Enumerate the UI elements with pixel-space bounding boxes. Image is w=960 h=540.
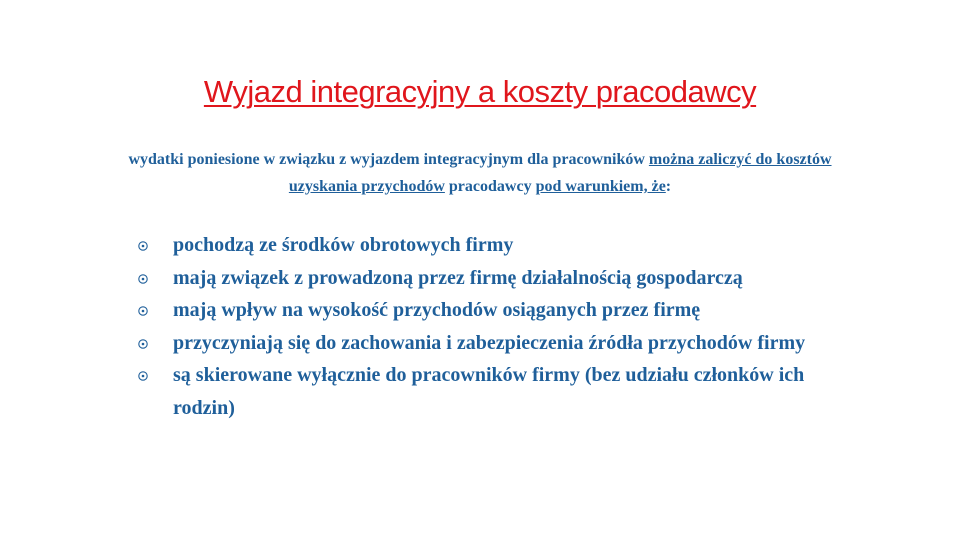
intro-text-3: :: [665, 178, 672, 195]
intro-text-1: wydatki poniesione w związku z wyjazdem integracyjnym dla pracowników: [128, 151, 649, 168]
list-item-text: mają wpływ na wysokość przychodów osiąganych przez firmę: [173, 299, 701, 321]
conditions-list: [138, 229, 838, 424]
bullet-dot-icon: [138, 274, 148, 284]
intro-underlined-1: można zaliczyć do kosztów uzyskania przychodów: [288, 151, 832, 195]
slide-title: Wyjazd integracyjny a koszty pracodawcy: [203, 74, 757, 109]
list-item: [138, 294, 838, 327]
bullet-dot-icon: [138, 306, 148, 316]
intro-text-2: pracodawcy: [444, 178, 536, 195]
list-item-text: mają związek z prowadzoną przez firmę działalnością gospodarczą: [173, 266, 743, 289]
list-item-text: pochodzą ze środków obrotowych firmy: [173, 234, 514, 256]
bullet-dot-icon: [138, 241, 148, 251]
intro-paragraph: [100, 146, 860, 200]
list-item: [138, 327, 838, 360]
list-item: [138, 262, 838, 295]
bullet-dot-icon: [138, 371, 148, 381]
intro-underlined-2: pod warunkiem, że: [535, 178, 666, 195]
list-item: [138, 229, 838, 262]
list-item-text: przyczyniają się do zachowania i zabezpieczenia źródła przychodów firmy: [173, 331, 806, 354]
bullet-dot-icon: [138, 339, 148, 349]
list-item-text: są skierowane wyłącznie do pracowników firmy (bez udziału członków ich rodzin): [173, 364, 805, 419]
list-item: [138, 359, 838, 424]
